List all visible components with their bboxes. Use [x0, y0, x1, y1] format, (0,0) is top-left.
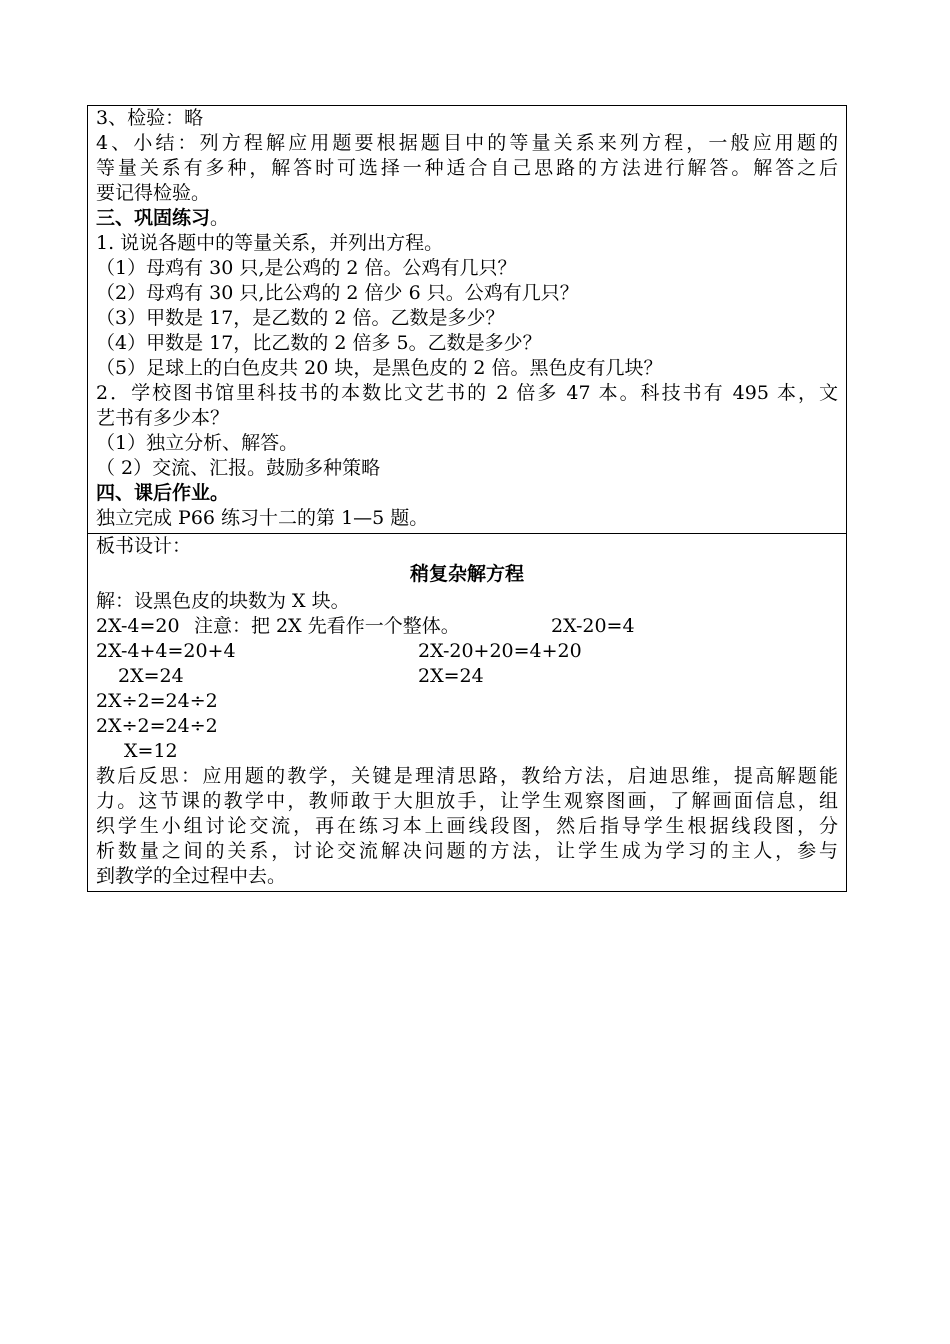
exercise-2-line-1: 2．学校图书馆里科技书的本数比文艺书的 2 倍多 47 本。科技书有 495 本，文 — [96, 382, 838, 404]
summary-line-2: 等量关系有多种，解答时可选择一种适合自己思路的方法进行解答。解答之后 — [96, 157, 838, 179]
solution-intro: 解：设黑色皮的块数为 X 块。 — [96, 590, 350, 612]
lesson-table — [87, 105, 847, 892]
section-3-heading-row — [96, 206, 838, 231]
right-step-2: 2X-20+20=4+20 — [418, 640, 582, 662]
exercise-2-item-2: （ 2）交流、汇报。鼓励多种策略 — [96, 457, 381, 479]
section-3-heading: 三、巩固练习 — [96, 207, 211, 229]
reflection-line-4: 析数量之间的关系，讨论交流解决问题的方法，让学生成为学习的主人，参与 — [96, 840, 838, 862]
check-step: 3、检验：略 — [96, 107, 204, 129]
section-4-heading: 四、课后作业。 — [96, 482, 230, 504]
equation-row-5 — [96, 714, 838, 739]
equation-row-1 — [96, 614, 838, 639]
note-text: 注意：把 2X 先看作一个整体。 — [194, 615, 460, 637]
exercise-1-item-2: （2）母鸡有 30 只,比公鸡的 2 倍少 6 只。公鸡有几只？ — [96, 282, 579, 304]
exercise-1-item-4: （4）甲数是 17，比乙数的 2 倍多 5。乙数是多少？ — [96, 332, 542, 354]
section-3-period: 。 — [210, 207, 230, 229]
left-step-3: 2X=24 — [118, 665, 184, 687]
left-step-5: 2X÷2=24÷2 — [96, 715, 218, 737]
exercise-2-item-1: （1）独立分析、解答。 — [96, 432, 299, 454]
left-step-4: 2X÷2=24÷2 — [96, 690, 218, 712]
board-title: 稍复杂解方程 — [409, 563, 524, 585]
board-design-label: 板书设计： — [96, 535, 192, 557]
reflection-line-3: 织学生小组讨论交流，再在练习本上画线段图，然后指导学生根据线段图，分 — [96, 815, 838, 837]
equation-row-3 — [96, 664, 838, 689]
exercise-1-item-3: （3）甲数是 17，是乙数的 2 倍。乙数是多少？ — [96, 307, 505, 329]
right-step-1: 2X-20=4 — [551, 615, 635, 637]
homework-text: 独立完成 P66 练习十二的第 1—5 题。 — [96, 507, 429, 529]
exercise-1-title: 1. 说说各题中的等量关系，并列出方程。 — [96, 232, 444, 254]
left-step-1: 2X-4=20 — [96, 615, 180, 637]
lesson-content-cell — [88, 106, 846, 534]
right-step-3: 2X=24 — [418, 665, 484, 687]
exercise-1-item-5: （5）足球上的白色皮共 20 块，是黑色皮的 2 倍。黑色皮有几块？ — [96, 357, 663, 379]
equation-row-2 — [96, 639, 838, 664]
reflection-line-1: 教后反思：应用题的教学，关键是理清思路，教给方法，启迪思维，提高解题能 — [96, 765, 838, 787]
equation-row-4 — [96, 689, 838, 714]
summary-line-1: 4、小结：列方程解应用题要根据题目中的等量关系来列方程，一般应用题的 — [96, 132, 838, 154]
exercise-1-item-1: （1）母鸡有 30 只,是公鸡的 2 倍。公鸡有几只？ — [96, 257, 517, 279]
summary-line-3: 要记得检验。 — [96, 182, 211, 204]
equation-row-6 — [96, 739, 838, 764]
reflection-line-5: 到教学的全过程中去。 — [96, 865, 287, 887]
left-step-2: 2X-4+4=20+4 — [96, 640, 236, 662]
exercise-2-line-2: 艺书有多少本？ — [96, 407, 230, 429]
left-step-6: X=12 — [124, 740, 178, 762]
board-design-cell — [88, 534, 846, 891]
reflection-line-2: 力。这节课的教学中，教师敢于大胆放手，让学生观察图画，了解画面信息，组 — [96, 790, 838, 812]
